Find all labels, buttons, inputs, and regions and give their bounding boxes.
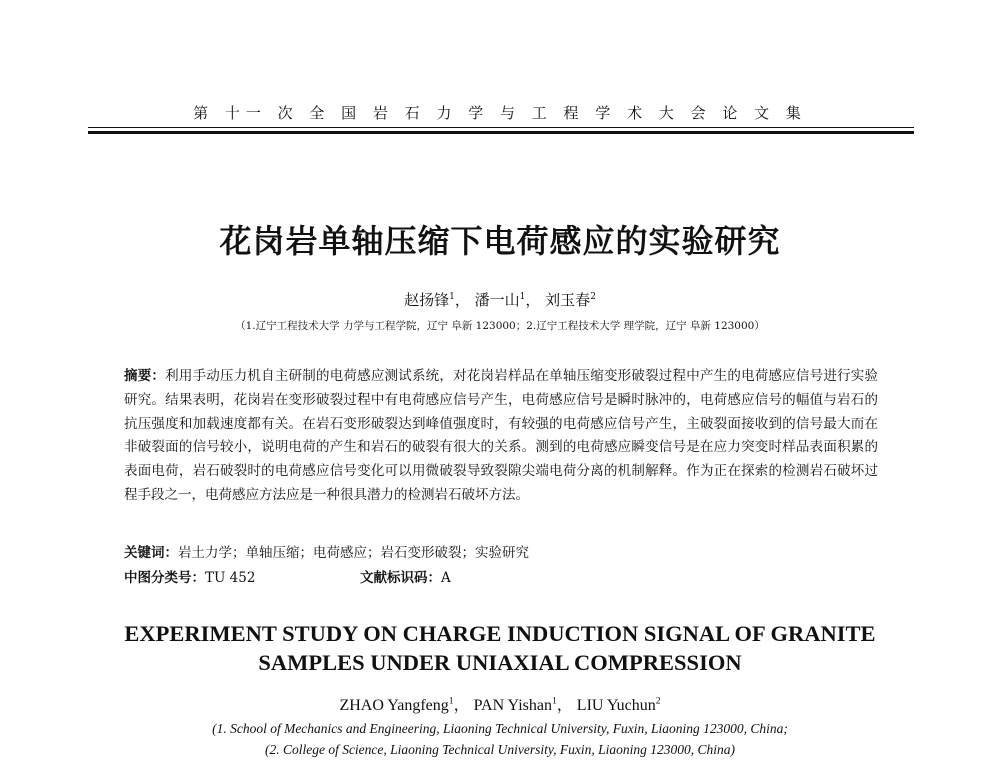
document-code-line [360,566,451,586]
author-name: 赵扬锋 [404,291,450,309]
abstract-chinese [124,365,878,508]
author-affiliation-mark: 1 [449,292,455,302]
document-code-label: 文献标识码： [360,570,441,586]
title-english-line-1: EXPERIMENT STUDY ON CHARGE INDUCTION SIGNAL OF GRANITE [124,621,876,646]
author-name: PAN Yishan [473,697,552,714]
author-separator: ， [556,697,573,714]
affiliation-english-line-2: (2. College of Science, Liaoning Technical University, Fuxin, Liaoning 123000, China) [264,742,736,757]
authors-chinese [0,289,1000,310]
author-separator: ， [525,291,541,309]
header-rule-thin [88,127,914,128]
author-separator: ， [454,291,470,309]
author-name: 刘玉春 [545,291,591,309]
author-separator: ， [453,697,470,714]
affiliation-chinese: （1.辽宁工程技术大学 力学与工程学院，辽宁 阜新 123000；2.辽宁工程技术大学 理学院，辽宁 阜新 123000） [235,320,765,332]
paper-title-chinese: 花岗岩单轴压缩下电荷感应的实验研究 [219,222,781,260]
author-name: 潘一山 [474,291,520,309]
keywords-line [124,541,529,561]
running-header: 第 十一 次 全 国 岩 石 力 学 与 工 程 学 术 大 会 论 文 集 [193,104,807,122]
author-affiliation-mark: 2 [590,292,596,302]
keywords-label: 关键词： [124,545,178,561]
abstract-label: 摘要： [124,368,166,384]
keywords-text: 岩土力学；单轴压缩；电荷感应；岩石变形破裂；实验研究 [178,545,529,561]
title-english-line-2: SAMPLES UNDER UNIAXIAL COMPRESSION [258,650,742,675]
author-affiliation-mark: 1 [551,695,557,707]
authors-english [0,692,1000,715]
abstract-text: 利用手动压力机自主研制的电荷感应测试系统，对花岗岩样品在单轴压缩变形破裂过程中产生的电荷感应信号进行实验研究。结果表明，花岗岩在变形破裂过程中有电荷感应信号产生，电荷感应信号是瞬时脉冲的，电荷感应信号的幅值与岩石的抗压强度和加载速度都有关。在岩石变形破裂达到峰值强度时，有较强的电荷感应信号产生，主破裂面接收到的信号最大而在非破裂面的信号较小，说明电荷的产生和岩石的破裂有很大的关系。测到的电荷感应瞬变信号是在应力突变时样品表面积累的表面电荷，岩石破裂时的电荷感应信号变化可以用微破裂导致裂隙尖端电荷分离的机制解释。作为正在探索的检测岩石破坏过程手段之一，电荷感应方法应是一种很具潜力的检测岩石破坏方法。 [124,368,879,503]
header-rule-thick [88,131,914,134]
classification-line [124,566,255,586]
clc-label: 中图分类号： [124,570,205,586]
paper-title-english [0,619,1000,677]
author-affiliation-mark: 1 [448,695,454,707]
author-name: LIU Yuchun [576,697,656,714]
document-code-value: A [441,570,451,586]
author-affiliation-mark: 2 [655,695,661,707]
author-name: ZHAO Yangfeng [339,697,449,714]
clc-value: TU 452 [205,570,256,586]
affiliation-english-line-1: (1. School of Mechanics and Engineering, Liaoning Technical University, Fuxin, Liaoning 123000, China; [212,721,788,736]
author-affiliation-mark: 1 [519,292,526,302]
